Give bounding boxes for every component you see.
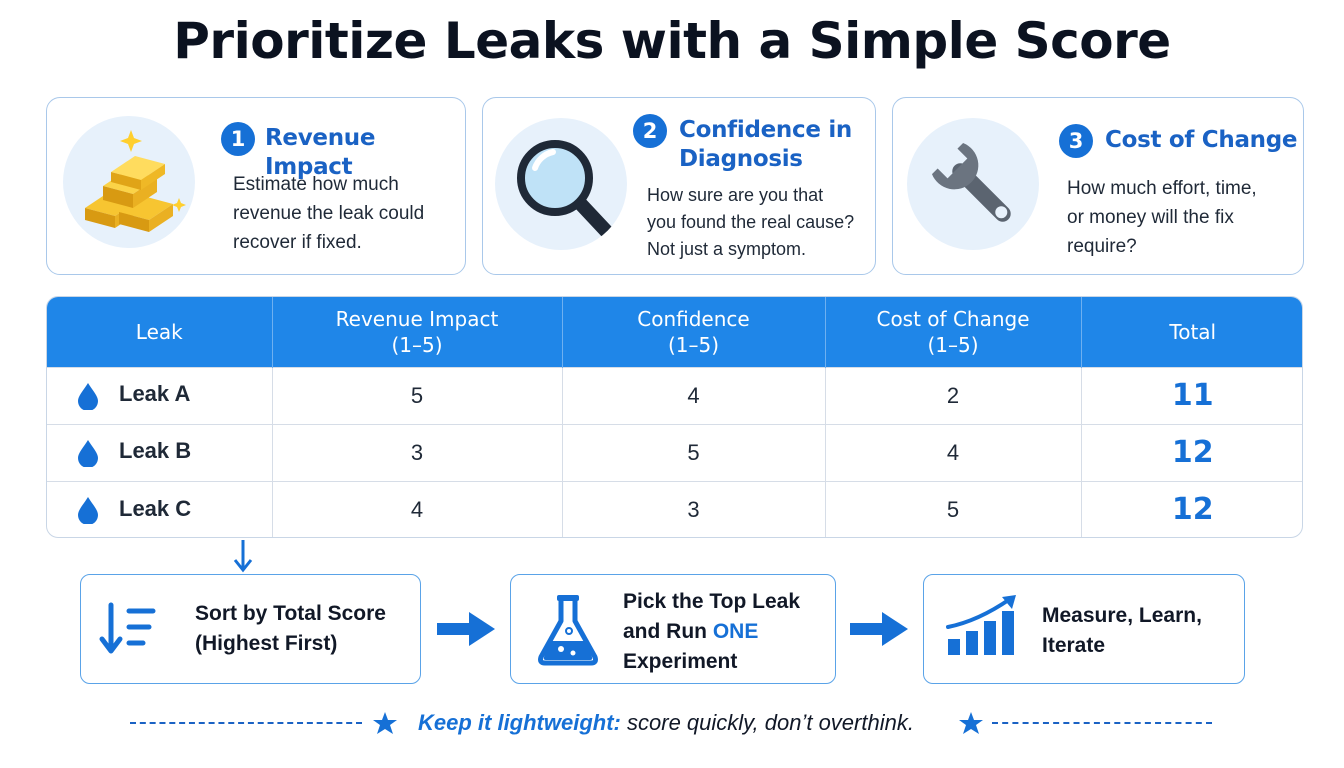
footer-text: Keep it lightweight: score quickly, don’t overthink. [418,710,914,735]
step-label: Sort by Total Score (Highest First) [195,602,386,655]
confidence-cell: 5 [562,424,825,481]
card-title: Revenue Impact [265,125,376,180]
gold-bars-icon [63,116,195,248]
table-row [47,424,1303,481]
card-description: Estimate how much revenue the leak could recover if fixed. [233,174,425,253]
card-title: Cost of Change [1105,127,1298,153]
total-cell: 11 [1081,367,1303,424]
step-number-badge: 3 [1059,124,1093,158]
column-header-total: Total [1081,297,1303,367]
water-drop-icon [77,382,99,410]
page-title: Prioritize Leaks with a Simple Score [173,12,1171,70]
arrow-right-icon [850,612,908,646]
card-revenue-impact [46,97,466,275]
column-header-confidence: Confidence (1–5) [562,297,825,367]
dashed-divider [992,722,1212,724]
magnifying-glass-icon [495,118,627,250]
total-cell: 12 [1081,424,1303,481]
column-header-leak: Leak [47,297,272,367]
flask-icon [533,589,603,669]
sort-descending-icon [99,599,159,659]
score-table [46,296,1303,538]
table-header-row [47,297,1303,367]
confidence-cell: 3 [562,481,825,538]
cost-cell: 5 [825,481,1081,538]
card-title: Confidence in Diagnosis [679,117,852,172]
growth-chart-icon [944,593,1024,657]
leak-name-cell: Leak A [47,367,272,424]
total-cell: 12 [1081,481,1303,538]
step-sort [80,574,421,684]
card-cost-of-change [892,97,1304,275]
confidence-cell: 4 [562,367,825,424]
revenue-cell: 4 [272,481,562,538]
revenue-cell: 3 [272,424,562,481]
down-arrow-icon [233,540,253,574]
table-row [47,367,1303,424]
step-number-badge: 1 [221,122,255,156]
cost-cell: 2 [825,367,1081,424]
column-header-cost-of-change: Cost of Change (1–5) [825,297,1081,367]
star-icon [958,710,984,736]
step-number-badge: 2 [633,114,667,148]
column-header-revenue-impact: Revenue Impact (1–5) [272,297,562,367]
card-description: How sure are you that you found the real cause? Not just a symptom. [647,185,855,259]
card-description: How much effort, time, or money will the fix require? [1067,178,1257,257]
revenue-cell: 5 [272,367,562,424]
dashed-divider [130,722,362,724]
leak-name-cell: Leak B [47,424,272,481]
card-confidence [482,97,876,275]
step-label: Measure, Learn, Iterate [1042,604,1202,657]
footer-tip [0,708,1344,738]
star-icon [372,710,398,736]
step-measure [923,574,1245,684]
wrench-icon [907,118,1039,250]
water-drop-icon [77,496,99,524]
step-experiment [510,574,836,684]
leak-name-cell: Leak C [47,481,272,538]
cost-cell: 4 [825,424,1081,481]
water-drop-icon [77,439,99,467]
table-row [47,481,1303,538]
arrow-right-icon [437,612,495,646]
step-label: Pick the Top Leak and Run ONE Experiment [623,590,800,673]
